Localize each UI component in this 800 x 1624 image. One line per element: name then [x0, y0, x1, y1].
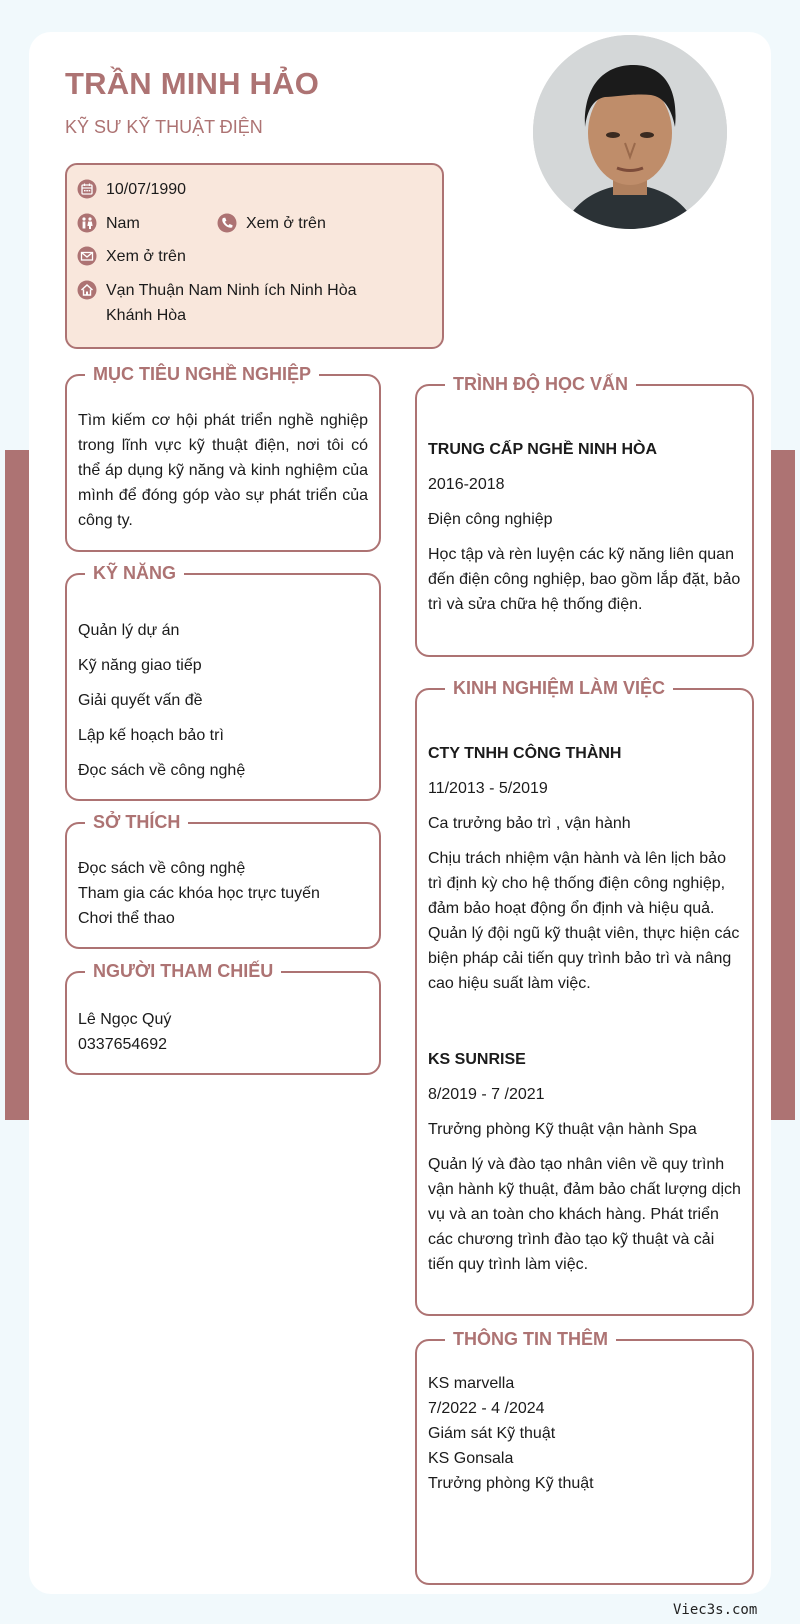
skills-section	[65, 563, 381, 801]
education-school: TRUNG CẤP NGHỀ NINH HÒA	[428, 441, 658, 458]
additional-info-section	[415, 1329, 754, 1585]
job-company: CTY TNHH CÔNG THÀNH	[428, 745, 622, 762]
home-icon	[77, 280, 97, 300]
candidate-job-title: KỸ SƯ KỸ THUẬT ĐIỆN	[65, 117, 263, 137]
education-body	[428, 439, 741, 617]
experience-title: KINH NGHIỆM LÀM VIỆC	[445, 677, 673, 699]
hobby-item: Đọc sách về công nghệ	[78, 860, 246, 877]
calendar-icon	[77, 179, 97, 199]
hobbies-section	[65, 812, 381, 949]
skill-item: Kỹ năng giao tiếp	[78, 657, 202, 674]
job-company: KS SUNRISE	[428, 1051, 526, 1068]
education-period: 2016-2018	[428, 476, 505, 493]
education-major: Điện công nghiệp	[428, 511, 553, 528]
left-accent-band	[5, 450, 29, 1120]
experience-job-2	[428, 1049, 741, 1277]
phone-row	[217, 213, 326, 236]
education-title: TRÌNH ĐỘ HỌC VẤN	[445, 373, 636, 395]
job-position: Trưởng phòng Kỹ thuật vận hành Spa	[428, 1121, 697, 1138]
gender-row	[77, 213, 140, 236]
additional-line: 7/2022 - 4 /2024	[428, 1400, 545, 1417]
additional-info-title: THÔNG TIN THÊM	[445, 1328, 616, 1350]
phone-value: Xem ở trên	[246, 215, 326, 232]
contact-info-box	[65, 163, 444, 349]
experience-section	[415, 678, 754, 1316]
hobbies-list	[78, 856, 368, 931]
watermark-text: Viec3s.com	[673, 1602, 758, 1618]
skill-item: Đọc sách về công nghệ	[78, 762, 246, 779]
reference-phone: 0337654692	[78, 1036, 167, 1053]
references-title: NGƯỜI THAM CHIẾU	[85, 960, 281, 982]
education-section	[415, 374, 754, 657]
objective-section	[65, 364, 381, 552]
references-section	[65, 961, 381, 1075]
phone-icon	[217, 213, 237, 233]
candidate-name: TRẦN MINH HẢO	[65, 66, 320, 101]
hobby-item: Tham gia các khóa học trực tuyến	[78, 885, 320, 902]
right-accent-band	[771, 450, 795, 1120]
skills-title: KỸ NĂNG	[85, 562, 184, 584]
skill-item: Quản lý dự án	[78, 622, 180, 639]
email-icon	[77, 246, 97, 266]
email-row	[77, 246, 186, 269]
objective-text: Tìm kiếm cơ hội phát triển nghề nghiệp trong lĩnh vực kỹ thuật điện, nơi tôi có thể áp dụng kỹ năng và kinh nghiệm của mình để đóng góp vào sự phát triển của công ty.	[78, 412, 368, 529]
skill-item: Lập kế hoạch bảo trì	[78, 727, 224, 744]
address-line-2: Khánh Hòa	[106, 307, 187, 324]
job-period: 11/2013 - 5/2019	[428, 780, 548, 797]
skill-item: Giải quyết vấn đề	[78, 692, 203, 709]
job-period: 8/2019 - 7 /2021	[428, 1086, 545, 1103]
additional-line: KS Gonsala	[428, 1450, 514, 1467]
address-row	[77, 280, 357, 328]
gender-icon	[77, 213, 97, 233]
additional-line: Trưởng phòng Kỹ thuật	[428, 1475, 594, 1492]
objective-title: MỤC TIÊU NGHỀ NGHIỆP	[85, 363, 319, 385]
job-position: Ca trưởng bảo trì , vận hành	[428, 815, 631, 832]
avatar	[533, 35, 727, 229]
references-body	[78, 1007, 368, 1057]
skills-list	[78, 621, 368, 796]
gender-value: Nam	[106, 215, 140, 232]
additional-line: Giám sát Kỹ thuật	[428, 1425, 556, 1442]
address-line-1: Vạn Thuận Nam Ninh ích Ninh Hòa	[106, 282, 357, 299]
address-value	[106, 278, 357, 328]
job-description: Chịu trách nhiệm vận hành và lên lịch bảo trì định kỳ cho hệ thống điện công nghiệp, đảm bảo hoạt động ổn định và hiệu quả. Quản lý đội ngũ kỹ thuật viên, thực hiện các biện pháp cải tiến quy trình bảo trì và nâng cao hiệu suất làm việc.	[428, 850, 740, 992]
hobbies-title: SỞ THÍCH	[85, 811, 188, 833]
experience-job-1	[428, 743, 741, 996]
additional-line: KS marvella	[428, 1375, 515, 1392]
reference-name: Lê Ngọc Quý	[78, 1011, 172, 1028]
birthday-row	[77, 179, 186, 202]
birthday-value: 10/07/1990	[106, 181, 187, 198]
additional-info-body	[428, 1371, 741, 1496]
education-description: Học tập và rèn luyện các kỹ năng liên quan đến điện công nghiệp, bao gồm lắp đặt, bảo trì và sửa chữa hệ thống điện.	[428, 546, 741, 613]
email-value: Xem ở trên	[106, 248, 186, 265]
hobby-item: Chơi thể thao	[78, 910, 175, 927]
job-description: Quản lý và đào tạo nhân viên về quy trình vận hành kỹ thuật, đảm bảo chất lượng dịch vụ và an toàn cho khách hàng. Phát triển các chương trình đào tạo kỹ thuật và cải tiến quy trình làm việc.	[428, 1156, 741, 1273]
